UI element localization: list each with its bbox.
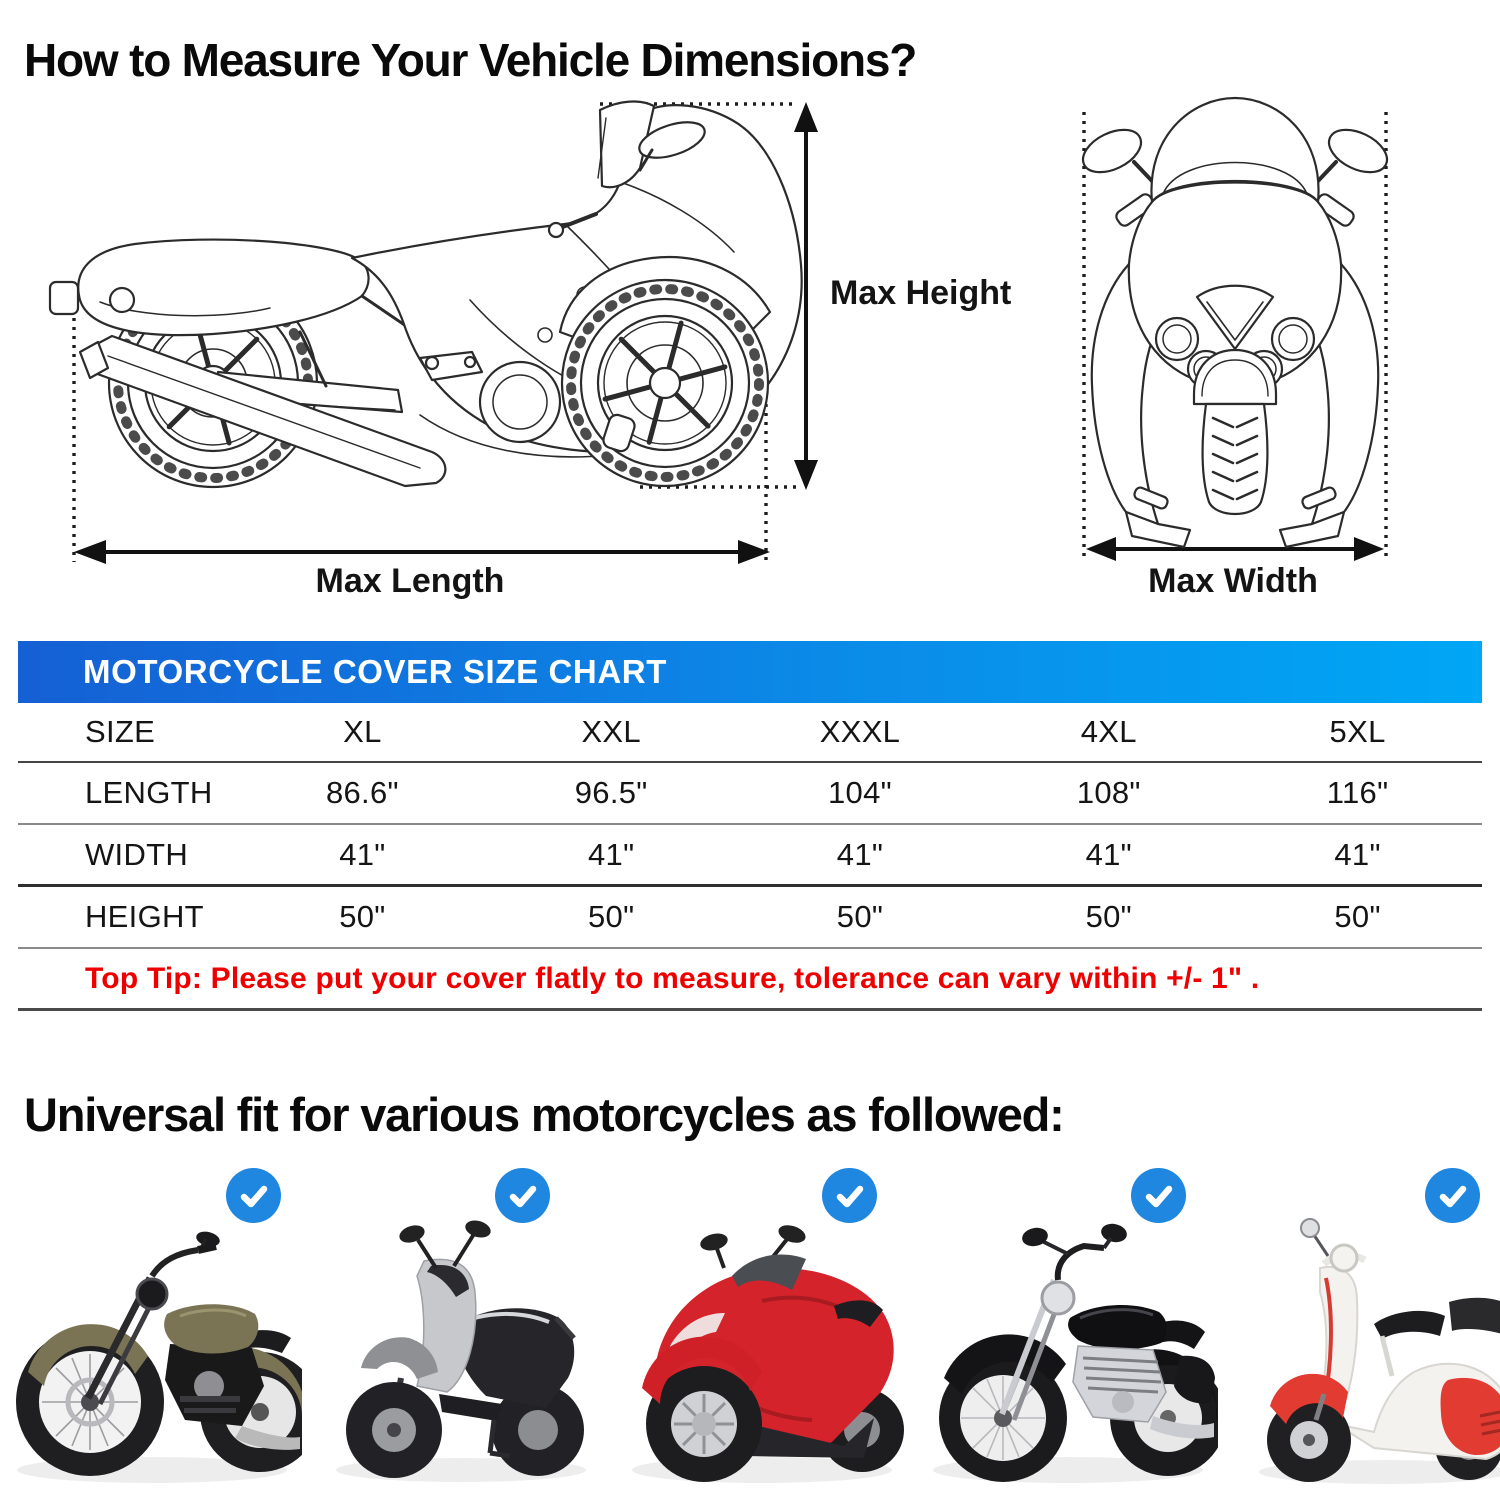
sport-bike-photo xyxy=(612,1206,912,1488)
column-header: SIZE xyxy=(85,714,156,749)
cell: 41" xyxy=(1085,836,1132,872)
column-header: 4XL xyxy=(1080,714,1137,749)
cell: 41" xyxy=(588,836,635,872)
top-tip-text: Top Tip: Please put your cover flatly to measure, tolerance can vary within +/- 1" . xyxy=(85,961,1260,995)
size-chart xyxy=(18,641,1482,1011)
column-header: XXL xyxy=(581,714,641,749)
page-title: How to Measure Your Vehicle Dimensions? xyxy=(24,33,917,86)
column-header: XXXL xyxy=(819,714,901,749)
sport-bike-front-view-drawing xyxy=(1076,98,1394,547)
cell: 50" xyxy=(588,899,635,934)
cell: 41" xyxy=(836,836,884,872)
bobber-cruiser-photo xyxy=(2,1206,302,1488)
length-row xyxy=(18,763,1482,825)
sport-bike-side-view-drawing xyxy=(50,101,802,487)
max-length-arrow xyxy=(74,540,770,564)
section-title: Universal fit for various motorcycles as followed: xyxy=(24,1088,1064,1141)
column-header: 5XL xyxy=(1329,714,1386,749)
cell: 104" xyxy=(828,775,892,810)
cell: 50" xyxy=(1334,899,1381,934)
cell: 86.6" xyxy=(325,775,399,810)
max-width-label: Max Width xyxy=(1148,562,1318,600)
max-width-arrow xyxy=(1086,537,1384,561)
row-label: WIDTH xyxy=(85,836,189,872)
row-label: HEIGHT xyxy=(85,899,204,934)
row-label: LENGTH xyxy=(85,775,213,810)
cell: 116" xyxy=(1326,775,1389,810)
cell: 50" xyxy=(1085,899,1132,934)
size-chart-title: MOTORCYCLE COVER SIZE CHART xyxy=(18,641,1482,703)
cell: 96.5" xyxy=(574,775,648,810)
cell: 41" xyxy=(339,836,386,872)
tip-row xyxy=(18,949,1482,1011)
cell: 41" xyxy=(1334,836,1381,872)
size-chart-column-row xyxy=(18,703,1482,763)
cell: 108" xyxy=(1076,775,1141,810)
vintage-scooter-photo xyxy=(1224,1206,1500,1488)
classic-cruiser-photo xyxy=(918,1206,1218,1488)
column-header: XL xyxy=(343,714,382,749)
measurement-diagram xyxy=(0,0,1500,625)
height-row xyxy=(18,887,1482,949)
modern-scooter-photo xyxy=(306,1206,606,1488)
width-row xyxy=(18,825,1482,887)
max-height-label: Max Height xyxy=(830,274,1012,312)
cell: 50" xyxy=(836,899,884,934)
max-length-label: Max Length xyxy=(315,562,505,600)
cell: 50" xyxy=(339,899,386,934)
